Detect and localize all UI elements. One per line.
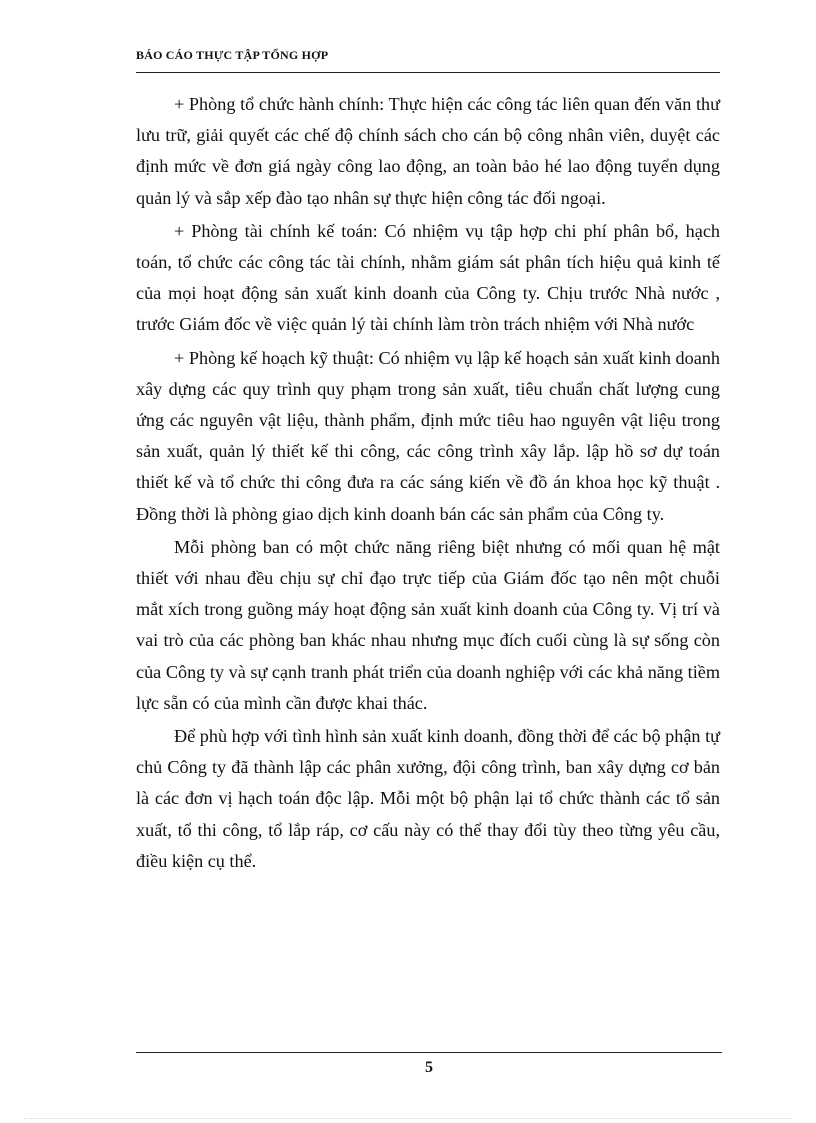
paragraph-administration-department: + Phòng tổ chức hành chính: Thực hiện các công tác liên quan đến văn thư lưu trữ, giải quyết các chế độ chính sách cho cán bộ công nhân viên, duyệt các định mức về đơn giá ngày công lao động, an toàn bảo hé lao động tuyển dụng quản lý và sắp xếp đào tạo nhân sự thực hiện công tác đối ngoại. bbox=[136, 94, 720, 208]
paragraph-finance-accounting-department: + Phòng tài chính kế toán: Có nhiệm vụ tập hợp chi phí phân bổ, hạch toán, tổ chức các công tác tài chính, nhằm giám sát phân tích hiệu quả kinh tế của mọi hoạt động sản xuất kinh doanh của Công ty. Chịu trước Nhà nước , trước Giám đốc về việc quản lý tài chính làm tròn trách nhiệm với Nhà nước bbox=[136, 220, 720, 335]
footer-divider bbox=[136, 1052, 722, 1053]
page-header bbox=[136, 46, 720, 73]
header-divider bbox=[136, 72, 720, 73]
page-edge-divider bbox=[24, 1118, 792, 1119]
paragraph-independent-units: Để phù hợp với tình hình sản xuất kinh doanh, đồng thời để các bộ phận tự chủ Công ty đã thành lập các phân xưởng, đội công trình, ban xây dựng cơ bản là các đơn vị hạch toán độc lập. Mỗi một bộ phận lại tổ chức thành các tổ sản xuất, tổ thi công, tổ lắp ráp, cơ cấu này có thể thay đổi tùy theo từng yêu cầu, điều kiện cụ thể. bbox=[136, 726, 720, 871]
page-number: 5 bbox=[425, 1059, 433, 1076]
page-footer bbox=[136, 1052, 722, 1078]
paragraph-planning-technical-department: + Phòng kế hoạch kỹ thuật: Có nhiệm vụ lập kế hoạch sản xuất kinh doanh xây dựng các quy trình quy phạm trong sản xuất, tiêu chuẩn chất lượng cung ứng các nguyên vật liệu, thành phẩm, định mức tiêu hao nguyên vật liệu trong sản xuất, quản lý thiết kế thi công, các công trình xây lắp. lập hồ sơ dự toán thiết kế và tổ chức thi công đưa ra các sáng kiến về đồ án khoa học kỹ thuật . Đồng thời là phòng giao dịch kinh doanh bán các sản phẩm của Công ty. bbox=[136, 347, 720, 524]
body-text bbox=[136, 89, 720, 877]
header-title: BÁO CÁO THỰC TẬP TỔNG HỢP bbox=[136, 48, 329, 62]
paragraph-departments-relationship: Mỗi phòng ban có một chức năng riêng biệt nhưng có mối quan hệ mật thiết với nhau đều chịu sự chỉ đạo trực tiếp của Giám đốc tạo nên một chuỗi mắt xích trong guồng máy hoạt động sản xuất kinh doanh của Công ty. Vị trí và vai trò của các phòng ban khác nhau nhưng mục đích cuối cùng là sự sống còn của Công ty và sự cạnh tranh phát triển của doanh nghiệp với các khả năng tiềm lực sẵn có của mình cần được khai thác. bbox=[136, 536, 720, 713]
